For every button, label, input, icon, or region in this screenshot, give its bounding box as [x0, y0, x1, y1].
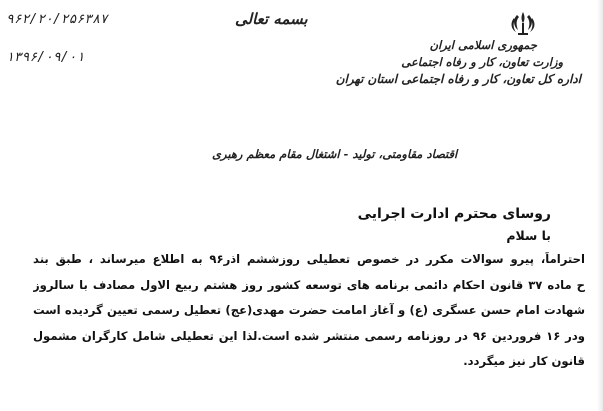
letter-greeting: با سلام	[506, 228, 551, 243]
reference-date: ۱۳۹۶/۰۹/۰۱	[6, 50, 85, 65]
reference-number: ۹۶۲/۲۰/۲۵۶۳۸۷	[6, 12, 108, 27]
body-line-4: ودر ۱۶ فروردین ۹۶ در روزنامه رسمی منتشر شده است.لذا این تعطیلی شامل کارگران مشمول	[33, 329, 585, 343]
body-line-2: ح ماده ۳۷ قانون احکام دائمی برنامه های توسعه کشور روز هشتم ربیع الاول مصادف با سالروز	[33, 278, 585, 292]
header-department: اداره کل تعاون، کار و رفاه اجتماعی استان تهران	[335, 72, 581, 86]
letter-addressee: روسای محترم ادارت اجرایی	[357, 206, 551, 222]
body-line-5: قانون کار نیز میگردد.	[463, 354, 585, 368]
page-edge-shadow	[597, 0, 603, 411]
iran-emblem-icon	[508, 10, 538, 36]
basmala-heading: بسمه تعالی	[235, 10, 308, 28]
header-ministry: وزارت تعاون، کار و رفاه اجتماعی	[401, 55, 563, 69]
body-line-1: احتراماً، پیرو سوالات مکرر در خصوص تعطیلی روزششم اذر۹۶ به اطلاع میرساند ، طبق بند	[33, 252, 585, 266]
slogan: اقتصاد مقاومتی، تولید - اشتغال مقام معظم رهبری	[212, 147, 458, 161]
body-line-3: شهادت امام حسن عسگری (ع) و آغاز امامت حضرت مهدی(عج) تعطیل رسمی تعیین گردیده است	[33, 303, 585, 317]
header-country: جمهوری اسلامی ایران	[429, 38, 537, 52]
